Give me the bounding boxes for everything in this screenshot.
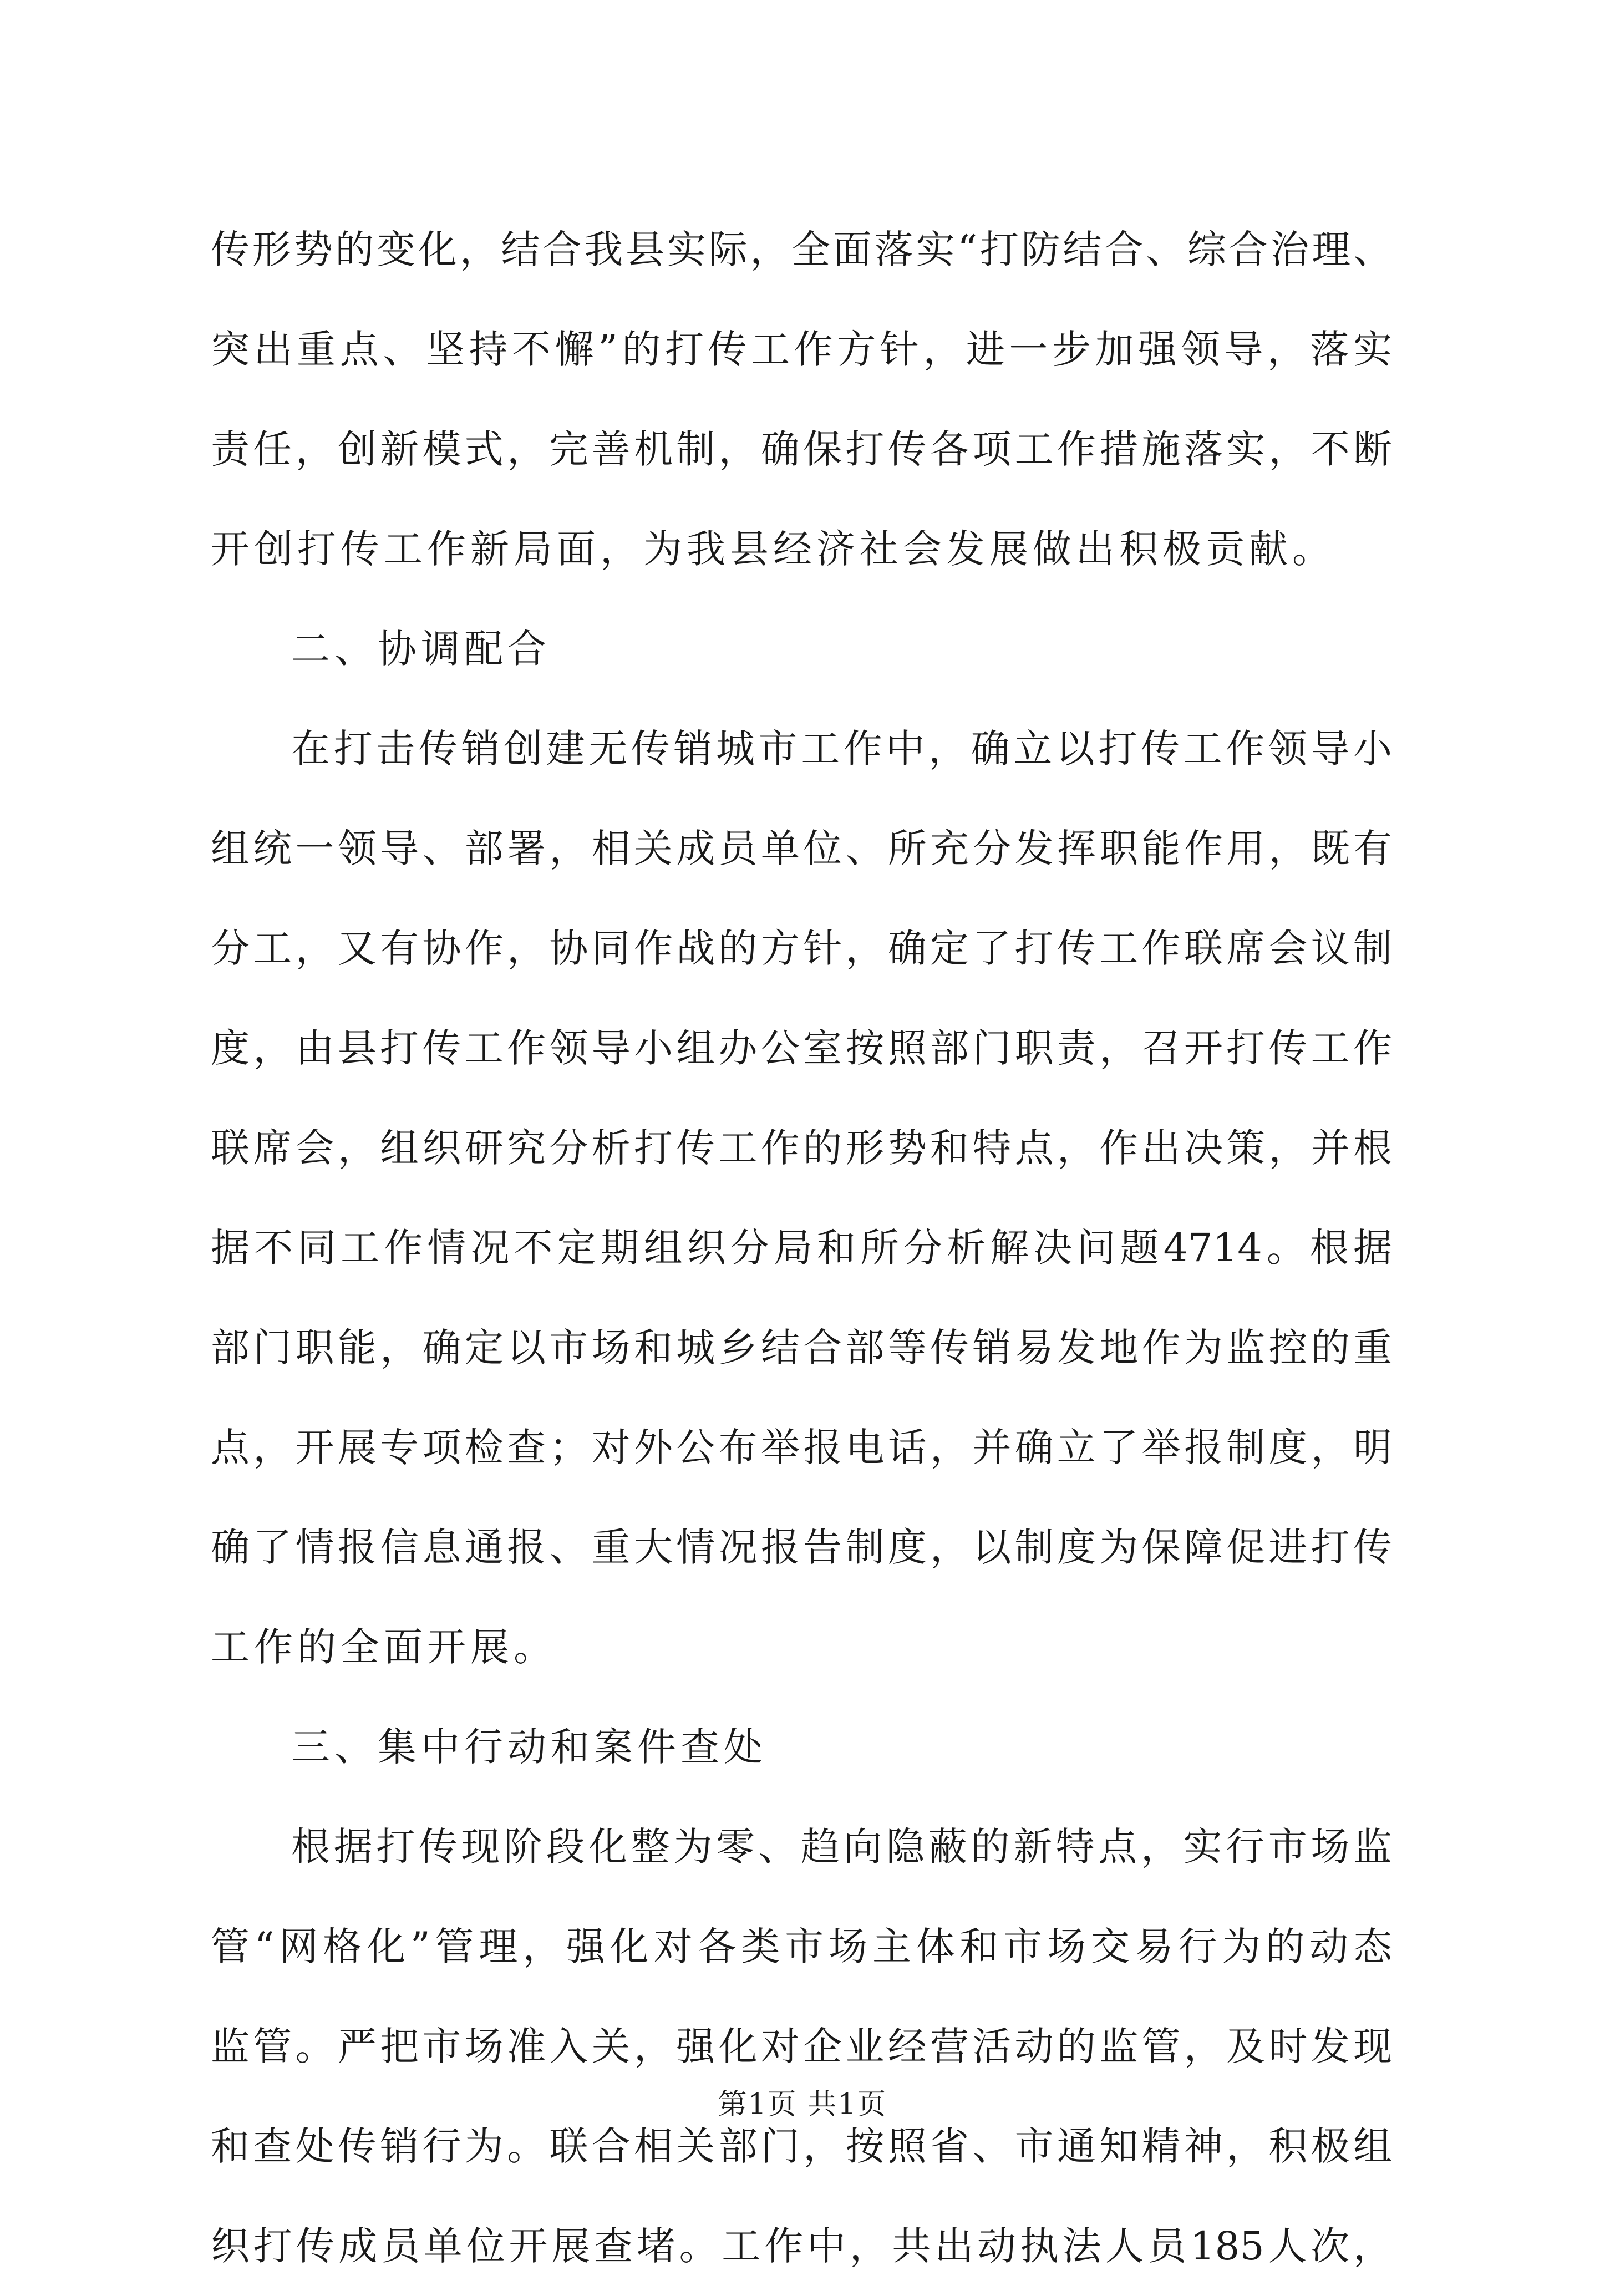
body-line: 管“网格化”管理，强化对各类市场主体和市场交易行为的动态 (211, 1924, 1392, 1969)
body-line: 和查处传销行为。联合相关部门，按照省、市通知精神，积极组 (211, 2124, 1392, 2169)
section-heading: 三、集中行动和案件查处 (291, 1724, 767, 1770)
body-line: 度，由县打传工作领导小组办公室按照部门职责，召开打传工作 (211, 1025, 1392, 1071)
body-line: 部门职能，确定以市场和城乡结合部等传销易发地作为监控的重 (211, 1325, 1392, 1370)
body-line: 传形势的变化，结合我县实际，全面落实“打防结合、综合治理、 (211, 227, 1392, 272)
body-line: 点，开展专项检查；对外公布举报电话，并确立了举报制度，明 (211, 1425, 1392, 1470)
body-line: 织打传成员单位开展查堵。工作中，共出动执法人员185人次， (211, 2223, 1392, 2269)
page-footer: 第1页 共1页 (718, 2088, 887, 2121)
section-heading: 二、协调配合 (291, 626, 551, 672)
body-line: 分工，又有协作，协同作战的方针，确定了打传工作联席会议制 (211, 926, 1392, 971)
body-line: 监管。严把市场准入关，强化对企业经营活动的监管，及时发现 (211, 2024, 1392, 2069)
body-line: 确了情报信息通报、重大情况报告制度，以制度为保障促进打传 (211, 1525, 1392, 1570)
body-line: 根据打传现阶段化整为零、趋向隐蔽的新特点，实行市场监 (291, 1824, 1392, 1870)
body-line: 开创打传工作新局面，为我县经济社会发展做出积极贡献。 (211, 526, 1335, 572)
body-line: 责任，创新模式，完善机制，确保打传各项工作措施落实，不断 (211, 426, 1392, 472)
body-line: 组统一领导、部署，相关成员单位、所充分发挥职能作用，既有 (211, 826, 1392, 871)
body-line: 联席会，组织研究分析打传工作的形势和特点，作出决策，并根 (211, 1125, 1392, 1171)
body-line: 突出重点、坚持不懈”的打传工作方针，进一步加强领导，落实 (211, 327, 1392, 372)
body-line: 据不同工作情况不定期组织分局和所分析解决问题4714。根据 (211, 1225, 1392, 1271)
body-line: 工作的全面开展。 (211, 1624, 557, 1670)
document-body (211, 200, 1392, 2296)
body-line: 在打击传销创建无传销城市工作中，确立以打传工作领导小 (291, 726, 1392, 771)
